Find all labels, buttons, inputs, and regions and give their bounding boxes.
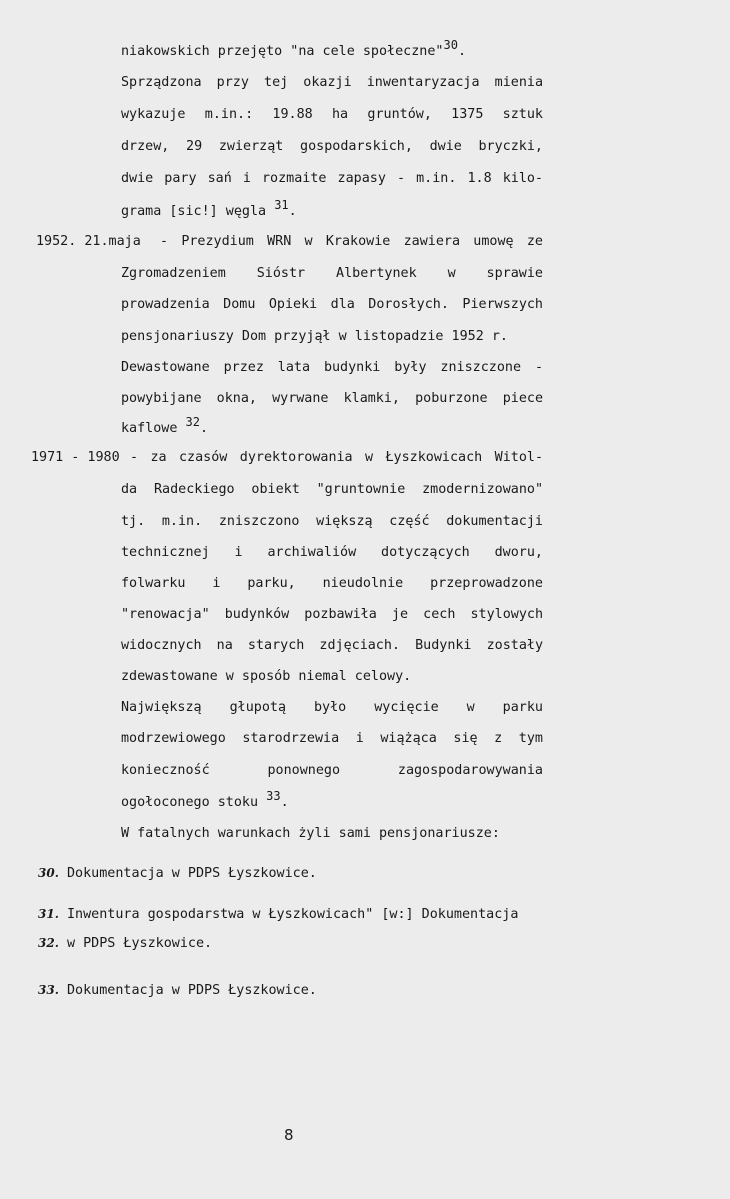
line-text: niakowskich przejęto "na cele społeczne": [121, 44, 444, 59]
footnote-text: Dokumentacja w PDPS Łyszkowice.: [66, 983, 317, 998]
text-line: [121, 198, 297, 220]
text-line: "renowacja" budynków pozbawiła je cech stylowych: [121, 607, 543, 622]
text-line: - Prezydium WRN w Krakowie zawiera umowę ze: [160, 234, 543, 249]
footnote-mark: 30.: [38, 866, 59, 880]
footnote-ref: 30: [443, 38, 458, 52]
footnote: [38, 906, 518, 923]
text-line: technicznej i archiwaliów dotyczących dworu,: [121, 545, 543, 560]
punctuation: .: [288, 204, 297, 219]
footnote-mark: 31.: [38, 907, 59, 921]
footnote-text: w PDPS Łyszkowice.: [66, 936, 213, 951]
text-line: dwie pary sań i rozmaite zapasy - m.in. 1.8 kilo-: [121, 171, 543, 186]
footnote-text: Inwentura gospodarstwa w Łyszkowicach" [w:] Dokumentacja: [66, 907, 519, 922]
text-line: [121, 415, 209, 437]
footnote: [38, 935, 212, 952]
text-line: modrzewiowego starodrzewia i wiążąca się z tym: [121, 731, 543, 746]
line-text: kaflowe: [121, 421, 178, 436]
text-line: prowadzenia Domu Opieki dla Dorosłych. Pierwszych: [121, 297, 543, 312]
text-line: powybijane okna, wyrwane klamki, poburzone piece: [121, 391, 543, 406]
text-line: pensjonariuszy Dom przyjął w listopadzie 1952 r.: [121, 329, 508, 344]
text-line: drzew, 29 zwierząt gospodarskich, dwie bryczki,: [121, 139, 543, 154]
footnote-ref: 32: [185, 415, 200, 429]
text-line: folwarku i parku, nieudolnie przeprowadzone: [121, 576, 543, 591]
footnote: [38, 982, 317, 999]
text-line: [121, 789, 289, 811]
footnote-ref: 31: [274, 198, 289, 212]
text-line: Dewastowane przez lata budynki były zniszczone -: [121, 360, 543, 375]
text-line: da Radeckiego obiekt "gruntownie zmodernizowano": [121, 482, 543, 497]
footnote-text: Dokumentacja w PDPS Łyszkowice.: [66, 866, 317, 881]
text-line: wykazuje m.in.: 19.88 ha gruntów, 1375 sztuk: [121, 107, 543, 122]
line-text: ogołoconego stoku: [121, 795, 259, 810]
text-line: konieczność ponownego zagospodarowywania: [121, 763, 543, 778]
text-line: zdewastowane w sposób niemal celowy.: [121, 669, 412, 684]
text-line: tj. m.in. zniszczono większą część dokumentacji: [121, 514, 543, 529]
entry-date: 1971 - 1980: [31, 450, 120, 465]
text-line: widocznych na starych zdjęciach. Budynki zostały: [121, 638, 543, 653]
punctuation: .: [280, 795, 289, 810]
footnote-mark: 32.: [38, 936, 59, 950]
text-line: - za czasów dyrektorowania w Łyszkowicach Witol-: [130, 450, 543, 465]
line-text: grama [sic!] węgla: [121, 204, 267, 219]
text-line: Sprządzona przy tej okazji inwentaryzacja mienia: [121, 75, 543, 90]
text-line: W fatalnych warunkach żyli sami pensjonariusze:: [121, 826, 500, 841]
punctuation: .: [199, 421, 209, 436]
text-line: [121, 38, 466, 60]
text-line: Zgromadzeniem Sióstr Albertynek w sprawie: [121, 266, 543, 281]
footnote-ref: 33: [266, 789, 281, 803]
punctuation: .: [457, 44, 466, 59]
text-line: Największą głupotą było wycięcie w parku: [121, 700, 543, 715]
footnote-mark: 33.: [38, 983, 59, 997]
footnote: [38, 865, 317, 882]
entry-date: 1952. 21.maja: [36, 234, 141, 249]
page-number: 8: [284, 1126, 294, 1144]
